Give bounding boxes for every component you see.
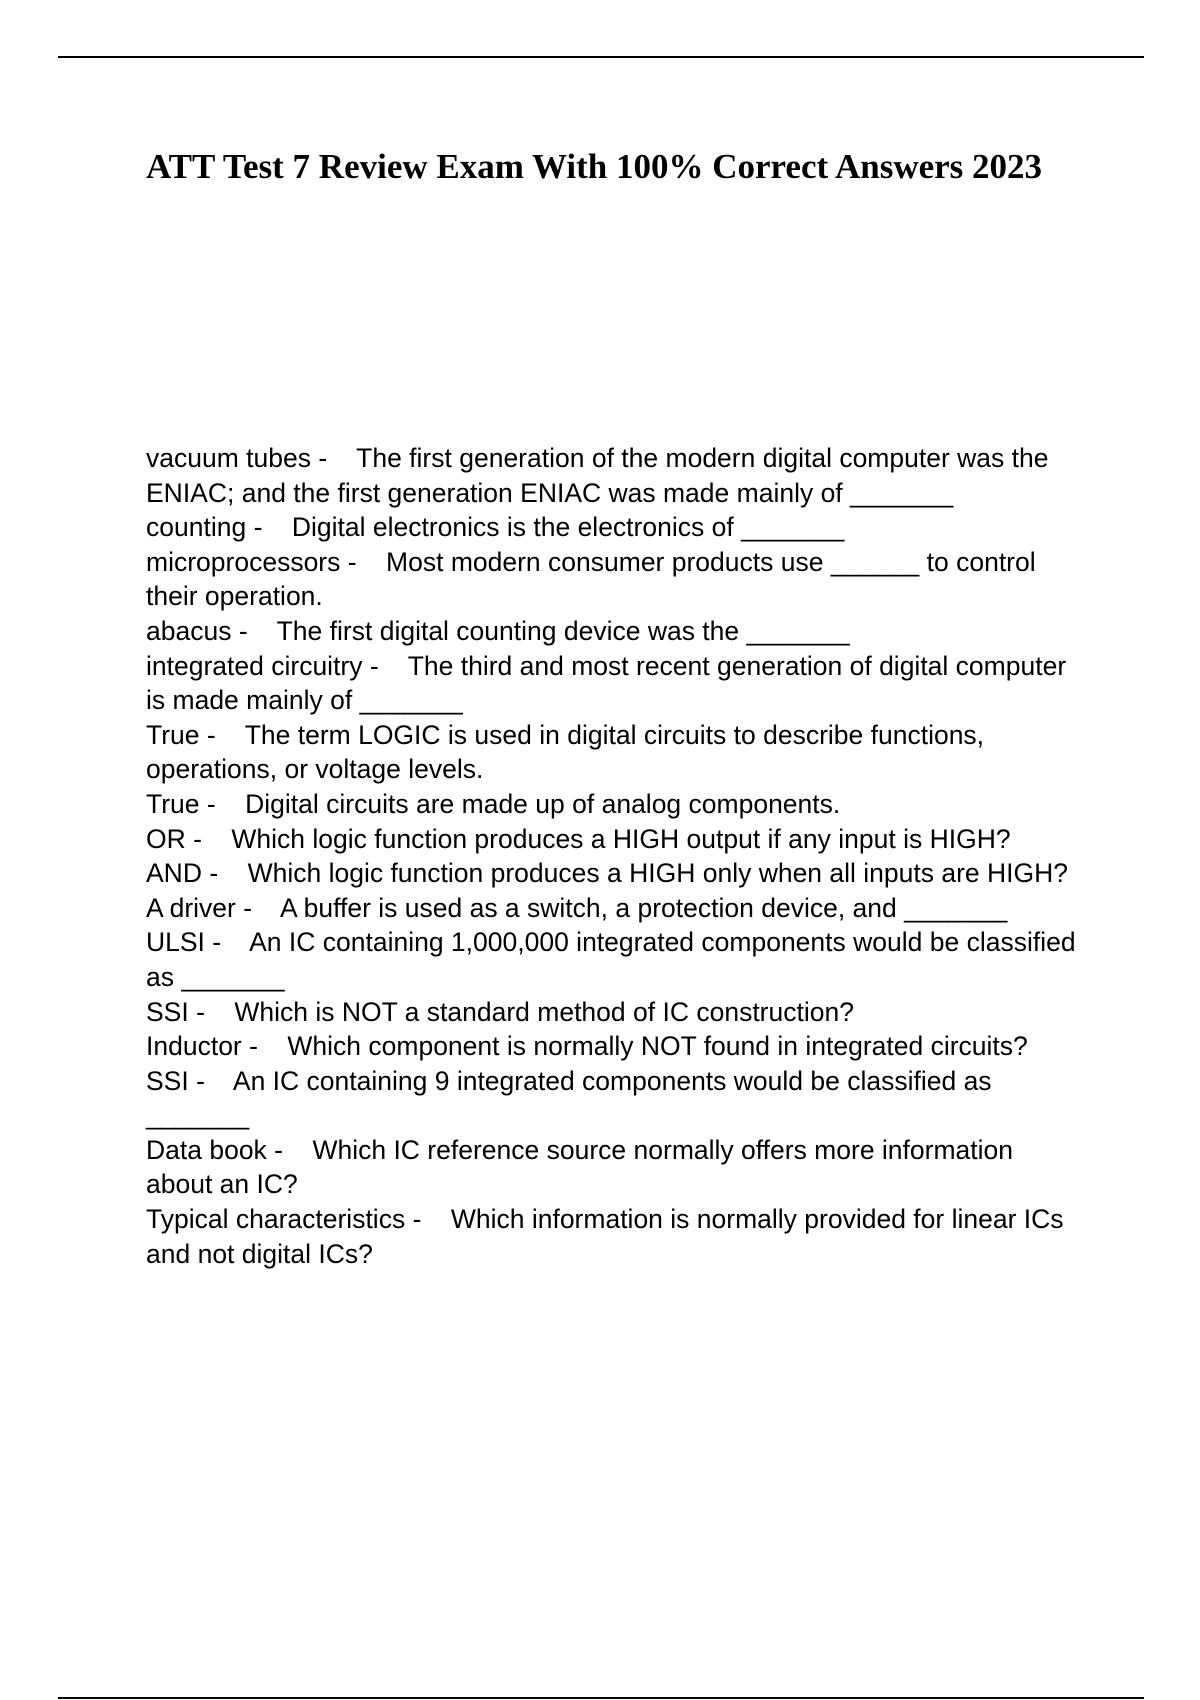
qa-question: Which logic function produces a HIGH output if any input is HIGH? — [231, 823, 1011, 854]
qa-answer: True — [146, 788, 200, 819]
qa-answer: counting — [146, 512, 247, 543]
qa-list — [146, 441, 1086, 1271]
qa-question: A buffer is used as a switch, a protection device, and _______ — [280, 892, 1008, 923]
qa-item: Typical characteristics - Which information is normally provided for linear ICs and not digital ICs? — [146, 1204, 1071, 1269]
qa-question: Which information is normally provided for linear ICs and not digital ICs? — [146, 1204, 1071, 1269]
qa-question: Most modern consumer products use ______ to control their operation. — [146, 546, 1044, 612]
qa-answer: Inductor — [146, 1031, 242, 1062]
qa-question: Which IC reference source normally offers more information about an IC? — [146, 1134, 1021, 1200]
qa-answer: Data book — [146, 1134, 267, 1165]
qa-question: Which logic function produces a HIGH only when all inputs are HIGH? — [247, 858, 1069, 889]
qa-item: Inductor - Which component is normally NOT found in integrated circuits? — [146, 1031, 1028, 1062]
qa-answer: vacuum tubes — [146, 443, 311, 473]
qa-question: The first generation of the modern digital computer was the ENIAC; and the first generation ENIAC was made mainly of _______ — [146, 443, 1056, 508]
qa-question: The term LOGIC is used in digital circuits to describe functions, operations, or voltage levels. — [146, 719, 992, 785]
header-rule — [58, 56, 1144, 58]
qa-answer: SSI — [146, 996, 189, 1027]
qa-item: vacuum tubes - The first generation of the modern digital computer was the ENIAC; and the first generation ENIAC was made mainly of _______ — [146, 443, 1056, 508]
qa-item: ULSI - An IC containing 1,000,000 integrated components would be classified as _______ — [146, 927, 1083, 992]
qa-item: counting - Digital electronics is the electronics of _______ — [146, 512, 845, 543]
qa-answer: SSI — [146, 1065, 189, 1096]
qa-answer: A driver — [146, 892, 236, 923]
qa-answer: microprocessors — [146, 546, 341, 577]
qa-answer: OR — [146, 823, 186, 854]
qa-answer: ULSI — [146, 927, 205, 958]
qa-answer: True — [146, 719, 200, 750]
qa-item: SSI - An IC containing 9 integrated components would be classified as _______ — [146, 1065, 999, 1131]
footer-rule — [58, 1697, 1144, 1699]
qa-item: True - Digital circuits are made up of analog components. — [146, 788, 841, 819]
qa-item: OR - Which logic function produces a HIGH output if any input is HIGH? — [146, 823, 1011, 854]
qa-answer: AND — [146, 858, 202, 889]
qa-item: Data book - Which IC reference source normally offers more information about an IC? — [146, 1134, 1021, 1200]
qa-item: microprocessors - Most modern consumer products use ______ to control their operation. — [146, 546, 1044, 612]
qa-item: SSI - Which is NOT a standard method of IC construction? — [146, 996, 854, 1027]
qa-item: AND - Which logic function produces a HIGH only when all inputs are HIGH? — [146, 858, 1069, 889]
qa-answer: integrated circuitry — [146, 650, 363, 681]
qa-question: The first digital counting device was the _______ — [276, 615, 850, 646]
qa-question: The third and most recent generation of digital computer is made mainly of _______ — [146, 650, 1074, 716]
qa-question: Which is NOT a standard method of IC construction? — [234, 996, 854, 1027]
qa-item: abacus - The first digital counting device was the _______ — [146, 615, 850, 646]
qa-question: Digital circuits are made up of analog components. — [245, 788, 841, 819]
qa-question: Which component is normally NOT found in integrated circuits? — [287, 1031, 1028, 1062]
qa-question: Digital electronics is the electronics of _______ — [291, 512, 845, 543]
qa-answer: abacus — [146, 615, 232, 646]
qa-question: An IC containing 1,000,000 integrated components would be classified as _______ — [146, 927, 1083, 992]
qa-item: integrated circuitry - The third and most recent generation of digital computer is made mainly of _______ — [146, 650, 1074, 716]
document-title: ATT Test 7 Review Exam With 100% Correct Answers 2023 — [146, 147, 1043, 186]
qa-answer: Typical characteristics — [146, 1204, 406, 1235]
qa-question: An IC containing 9 integrated components would be classified as _______ — [146, 1065, 999, 1131]
qa-item: True - The term LOGIC is used in digital circuits to describe functions, operations, or voltage levels. — [146, 719, 992, 785]
qa-item: A driver - A buffer is used as a switch, a protection device, and _______ — [146, 892, 1008, 923]
